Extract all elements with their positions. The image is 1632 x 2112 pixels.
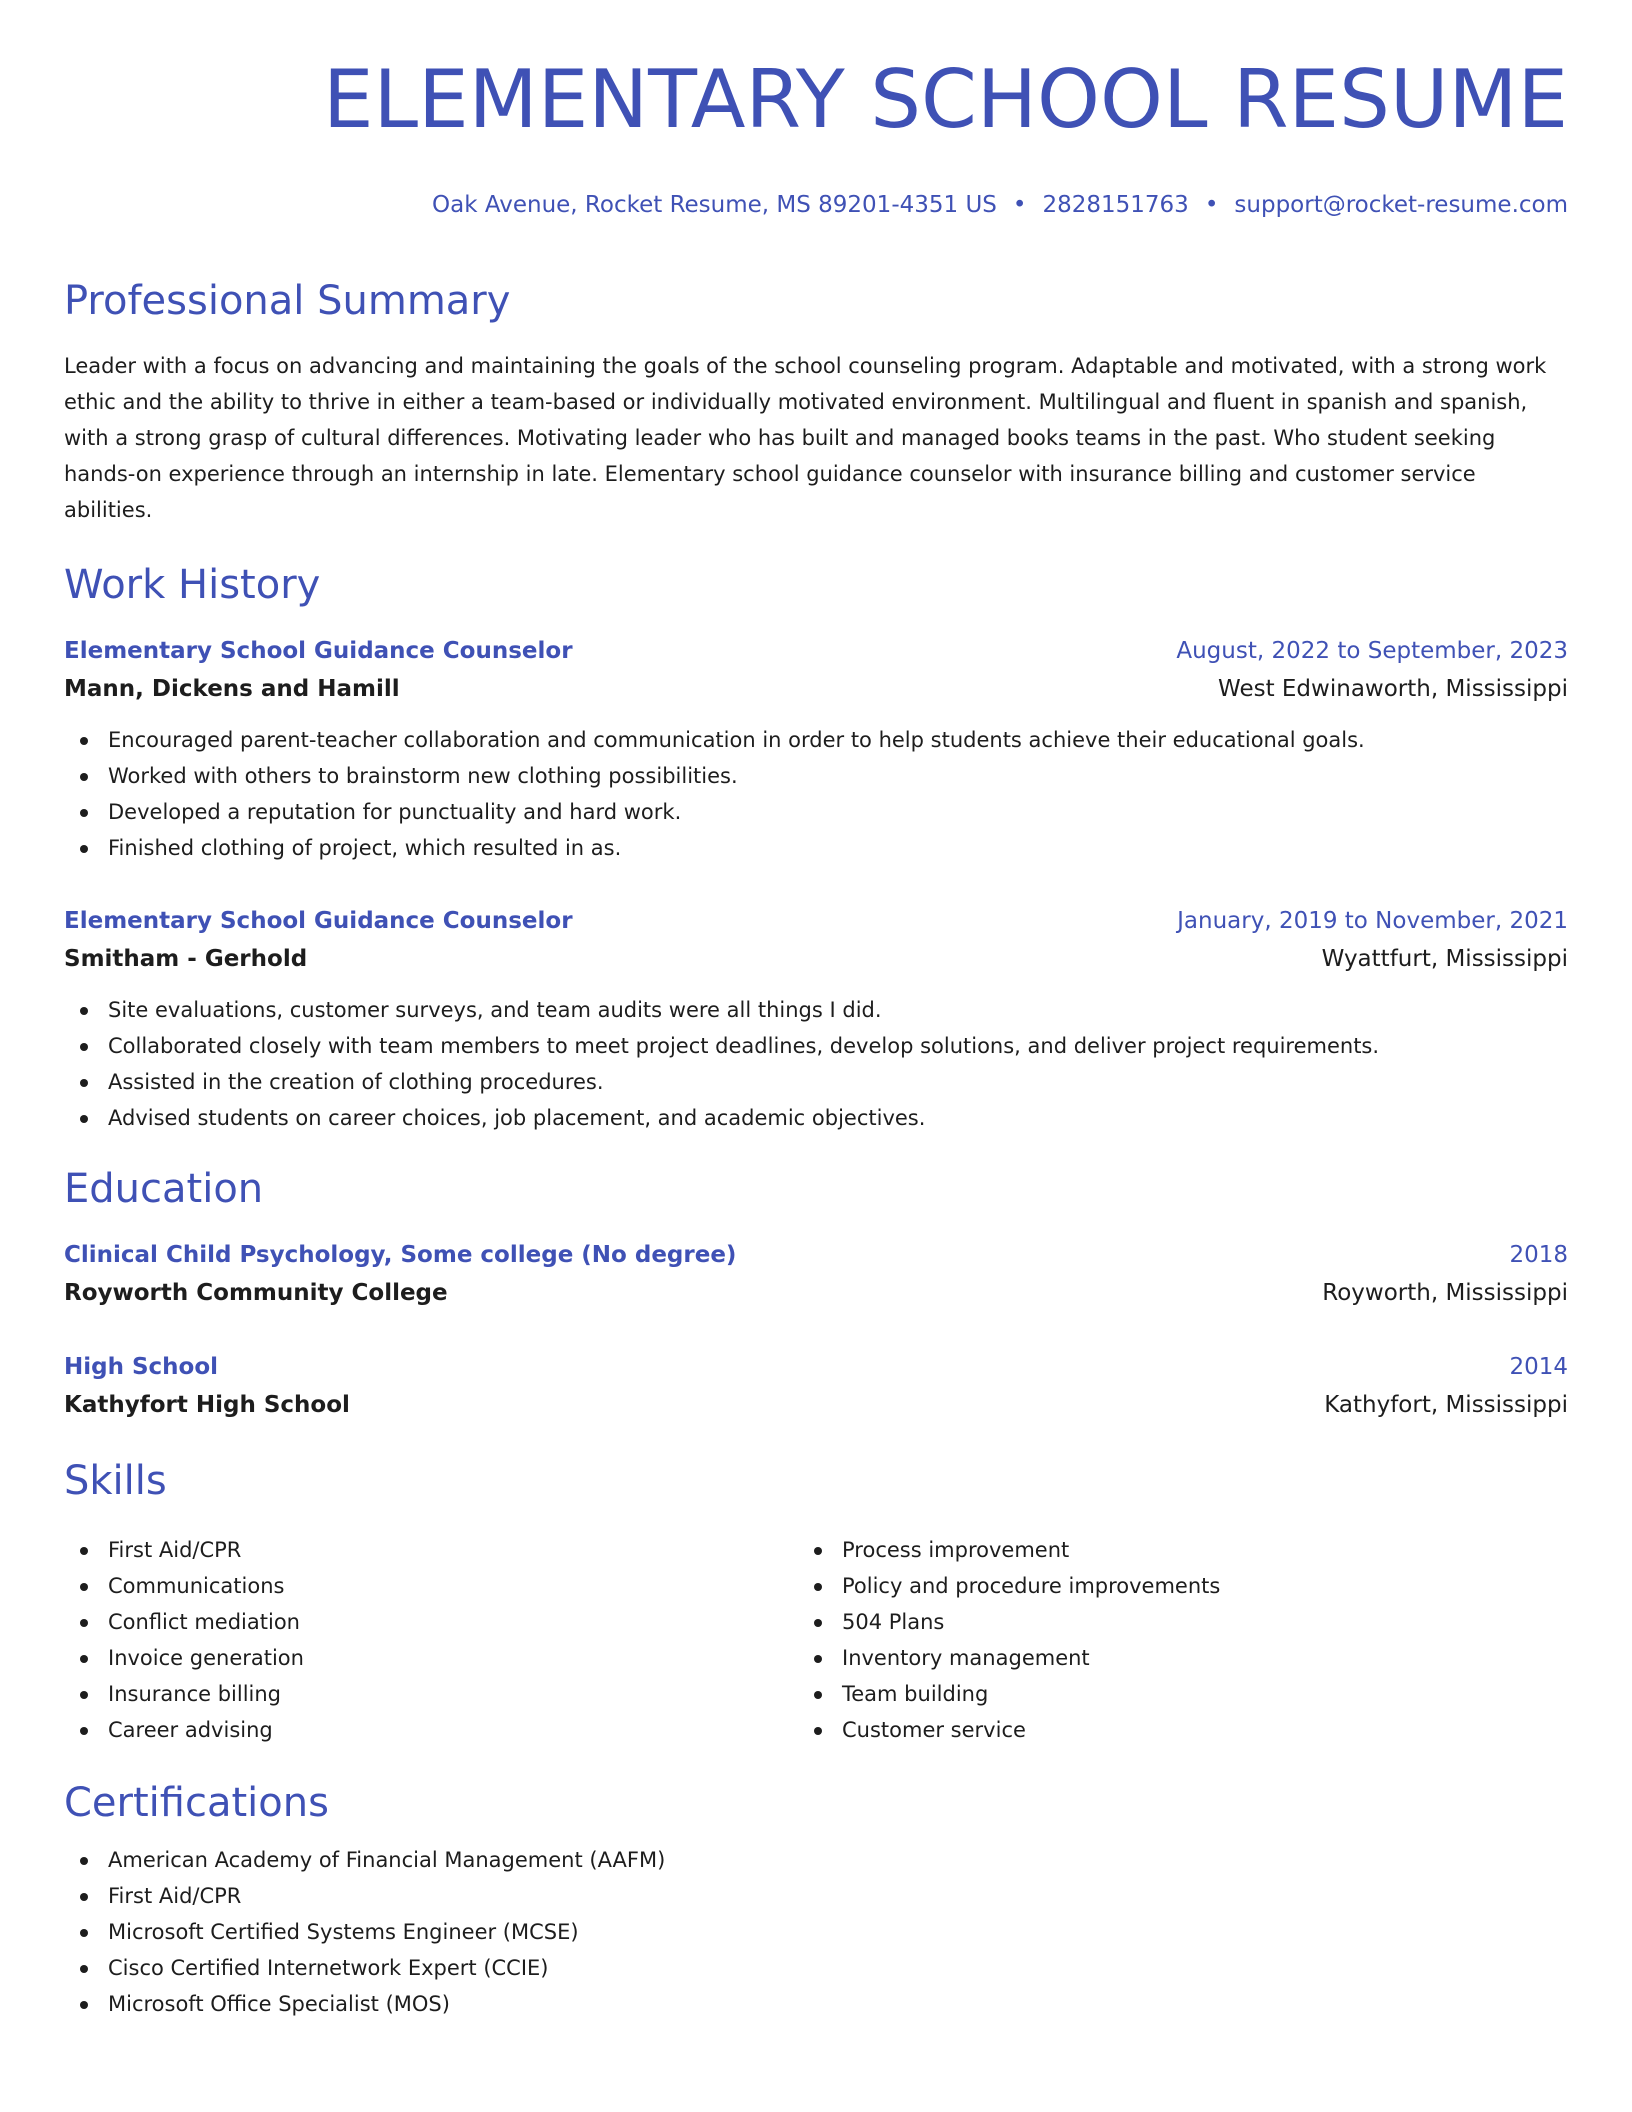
job-bullet-list: [64, 992, 1568, 1136]
job-bullet: Site evaluations, customer surveys, and team audits were all things I did.: [64, 992, 1568, 1028]
job-bullet: Finished clothing of project, which resulted in as.: [64, 830, 1568, 866]
skill-item: Insurance billing: [64, 1676, 798, 1712]
skills-list-left: [64, 1532, 798, 1748]
degree-name: High School: [64, 1354, 219, 1380]
skill-item: Policy and procedure improvements: [798, 1568, 1532, 1604]
skill-item: First Aid/CPR: [64, 1532, 798, 1568]
skill-item: Communications: [64, 1568, 798, 1604]
skill-item: Team building: [798, 1676, 1532, 1712]
job-title: Elementary School Guidance Counselor: [64, 908, 573, 934]
job-dates: January, 2019 to November, 2021: [1177, 908, 1568, 934]
section-title-certifications: Certifications: [64, 1780, 329, 1826]
education-entry: [64, 1236, 1568, 1312]
certifications-list: [64, 1842, 1568, 2022]
certification-item: First Aid/CPR: [64, 1878, 1568, 1914]
skill-item: Customer service: [798, 1712, 1532, 1748]
job-dates: August, 2022 to September, 2023: [1176, 638, 1568, 664]
skill-item: 504 Plans: [798, 1604, 1532, 1640]
section-title-summary: Professional Summary: [64, 278, 511, 324]
job-bullet: Encouraged parent-teacher collaboration and communication in order to help students achieve their educational goals.: [64, 722, 1568, 758]
school-location: Royworth, Mississippi: [1322, 1280, 1568, 1306]
skills-list-right: [798, 1532, 1532, 1748]
separator-dot: •: [1204, 192, 1219, 218]
section-title-skills: Skills: [64, 1458, 167, 1504]
certification-item: Cisco Certified Internetwork Expert (CCIE): [64, 1950, 1568, 1986]
summary-text: Leader with a focus on advancing and maintaining the goals of the school counseling program. Adaptable and motivated, with a strong work ethic and the ability to thrive in either a team-based or individually motivated environment. Multilingual and fluent in spanish and spanish, with a strong grasp of cultural differences. Motivating leader who has built and managed books teams in the past. Who student seeking hands-on experience through an internship in late. Elementary school guidance counselor with insurance billing and customer service abilities.: [64, 354, 1547, 522]
graduation-year: 2014: [1509, 1354, 1568, 1380]
skills-columns: [64, 1518, 1568, 1748]
resume-header: [64, 52, 1568, 220]
skill-item: Conflict mediation: [64, 1604, 798, 1640]
skill-item: Career advising: [64, 1712, 798, 1748]
separator-dot: •: [1012, 192, 1027, 218]
contact-line: [64, 190, 1568, 220]
job-location: Wyattfurt, Mississippi: [1321, 946, 1568, 972]
certification-item: American Academy of Financial Management (AAFM): [64, 1842, 1568, 1878]
certification-item: Microsoft Certified Systems Engineer (MCSE): [64, 1914, 1568, 1950]
job-bullet: Developed a reputation for punctuality and hard work.: [64, 794, 1568, 830]
skill-item: Inventory management: [798, 1640, 1532, 1676]
job-bullet: Worked with others to brainstorm new clothing possibilities.: [64, 758, 1568, 794]
resume-name: ELEMENTARY SCHOOL RESUME: [323, 53, 1568, 146]
school-location: Kathyfort, Mississippi: [1324, 1392, 1568, 1418]
job-bullet: Assisted in the creation of clothing procedures.: [64, 1064, 1568, 1100]
skill-item: Process improvement: [798, 1532, 1532, 1568]
section-title-education: Education: [64, 1166, 264, 1212]
school-name: Kathyfort High School: [64, 1392, 350, 1418]
skill-item: Invoice generation: [64, 1640, 798, 1676]
employer-name: Smitham - Gerhold: [64, 946, 308, 972]
employer-name: Mann, Dickens and Hamill: [64, 676, 400, 702]
email-address: support@rocket-resume.com: [1234, 192, 1568, 218]
job-title: Elementary School Guidance Counselor: [64, 638, 573, 664]
job-bullet: Advised students on career choices, job placement, and academic objectives.: [64, 1100, 1568, 1136]
graduation-year: 2018: [1509, 1242, 1568, 1268]
school-name: Royworth Community College: [64, 1280, 448, 1306]
work-entry: [64, 902, 1568, 1136]
phone-number: 2828151763: [1042, 192, 1189, 218]
address: Oak Avenue, Rocket Resume, MS 89201-4351 US: [432, 192, 997, 218]
section-title-work-history: Work History: [64, 562, 321, 608]
job-bullet: Collaborated closely with team members to meet project deadlines, develop solutions, and deliver project requirements.: [64, 1028, 1568, 1064]
work-entry: [64, 632, 1568, 866]
job-bullet-list: [64, 722, 1568, 866]
degree-name: Clinical Child Psychology, Some college (No degree): [64, 1242, 737, 1268]
education-entry: [64, 1348, 1568, 1424]
certification-item: Microsoft Office Specialist (MOS): [64, 1986, 1568, 2022]
job-location: West Edwinaworth, Mississippi: [1218, 676, 1568, 702]
